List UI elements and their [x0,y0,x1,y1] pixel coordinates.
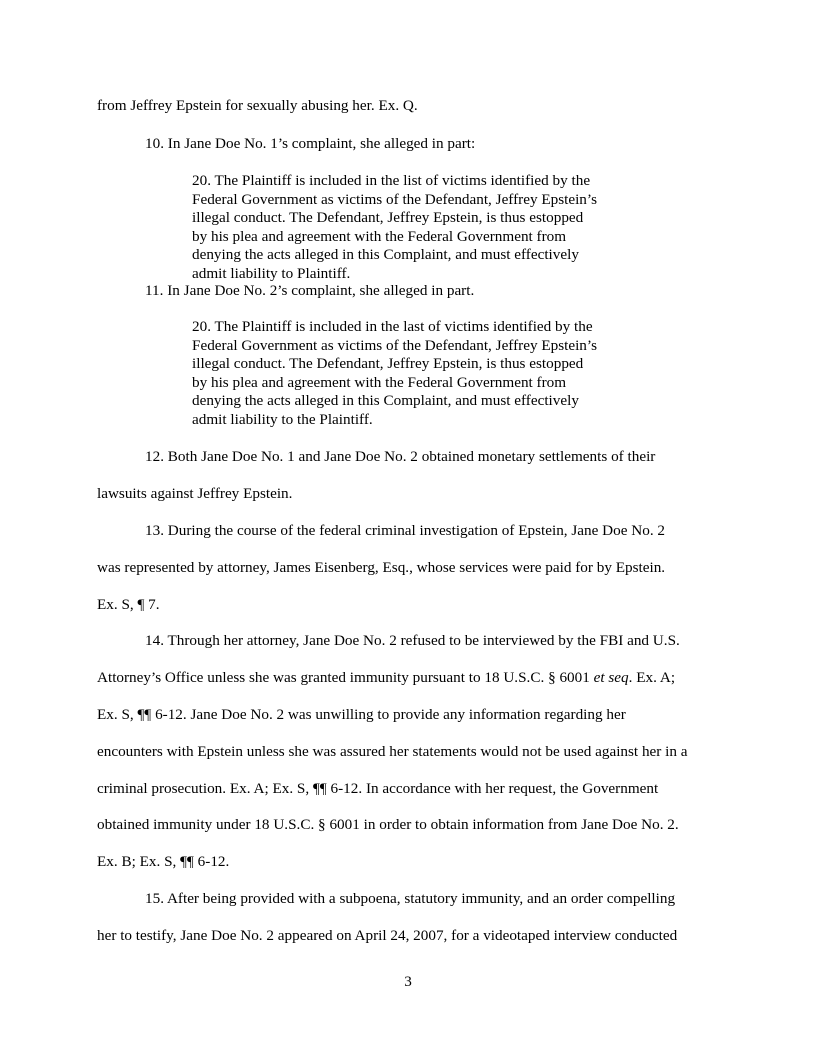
paragraph-12-line: 12. Both Jane Doe No. 1 and Jane Doe No. 2 obtained monetary settlements of their [145,448,656,465]
body-line: was represented by attorney, James Eisenberg, Esq., whose services were paid for by Epstein. [97,559,666,576]
body-line: Ex. B; Ex. S, ¶¶ 6-12. [97,853,230,870]
body-line: from Jeffrey Epstein for sexually abusing her. Ex. Q. [97,97,418,114]
body-line: lawsuits against Jeffrey Epstein. [97,485,293,502]
quote-line: 20. The Plaintiff is included in the list of victims identified by the [192,172,591,189]
quote-line: by his plea and agreement with the Federal Government from [192,373,567,391]
body-line [97,669,675,686]
quote-line: admit liability to the Plaintiff. [192,410,373,428]
block-quote-2 [192,318,632,429]
body-line: her to testify, Jane Doe No. 2 appeared on April 24, 2007, for a videotaped interview conducted [97,927,678,944]
body-line: criminal prosecution. Ex. A; Ex. S, ¶¶ 6-12. In accordance with her request, the Government [97,780,659,797]
body-text: Attorney’s Office unless she was granted immunity pursuant to 18 U.S.C. § 6001 [97,669,594,686]
paragraph-13-line: 13. During the course of the federal criminal investigation of Epstein, Jane Doe No. 2 [145,522,666,539]
quote-line: Federal Government as victims of the Defendant, Jeffrey Epstein’s [192,336,598,354]
block-quote-1 [192,172,632,283]
quote-line: denying the acts alleged in this Complaint, and must effectively [192,392,579,409]
quote-line: by his plea and agreement with the Federal Government from [192,227,567,245]
quote-line: illegal conduct. The Defendant, Jeffrey Epstein, is thus estopped [192,209,584,226]
quote-line: admit liability to Plaintiff. [192,264,351,282]
body-line: Ex. S, ¶ 7. [97,596,160,613]
page-number: 3 [404,973,412,990]
paragraph-15-line: 15. After being provided with a subpoena, statutory immunity, and an order compelling [145,890,676,907]
paragraph-11-line: 11. In Jane Doe No. 2’s complaint, she alleged in part. [145,282,475,299]
quote-line: denying the acts alleged in this Complaint, and must effectively [192,246,579,263]
quote-line: 20. The Plaintiff is included in the last of victims identified by the [192,318,593,335]
body-line: encounters with Epstein unless she was assured her statements would not be used against her in a [97,743,688,760]
quote-line: illegal conduct. The Defendant, Jeffrey Epstein, is thus estopped [192,355,584,372]
quote-line: Federal Government as victims of the Defendant, Jeffrey Epstein’s [192,190,598,208]
paragraph-10-line: 10. In Jane Doe No. 1’s complaint, she alleged in part: [145,135,476,152]
body-text: . Ex. A; [628,669,676,686]
italic-text: et seq [593,669,629,686]
body-line: obtained immunity under 18 U.S.C. § 6001 in order to obtain information from Jane Doe No. 2. [97,816,679,833]
paragraph-14-line: 14. Through her attorney, Jane Doe No. 2 refused to be interviewed by the FBI and U.S. [145,632,680,649]
body-line: Ex. S, ¶¶ 6-12. Jane Doe No. 2 was unwilling to provide any information regarding her [97,706,626,723]
